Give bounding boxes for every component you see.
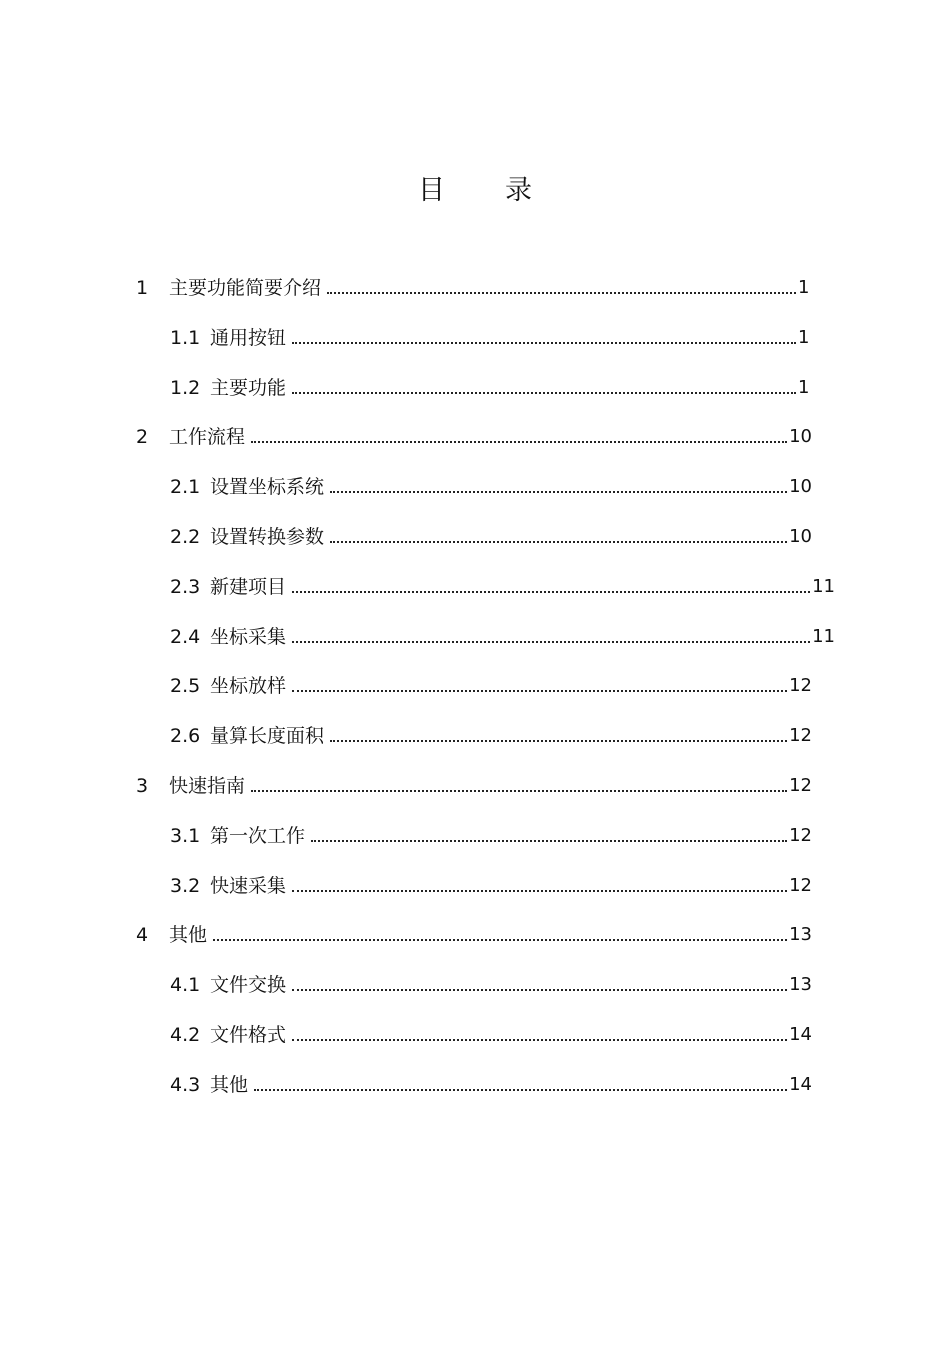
toc-entry[interactable] xyxy=(170,718,812,748)
toc-dot-leader xyxy=(311,840,787,842)
toc-entry-page: 13 xyxy=(789,924,812,945)
toc-dot-leader xyxy=(292,392,796,394)
toc-entry-title: 其他 xyxy=(210,1074,249,1096)
toc-entry-number: 3 xyxy=(136,775,149,797)
toc-entry-number: 3.2 xyxy=(170,875,201,897)
toc-dot-leader xyxy=(292,342,796,344)
toc-entry-number: 2.3 xyxy=(170,576,201,598)
toc-dot-leader xyxy=(213,939,787,941)
toc-entry-page: 10 xyxy=(789,426,812,447)
toc-entry-page: 12 xyxy=(789,825,812,846)
toc-entry-number: 4 xyxy=(136,924,149,946)
toc-entry-number: 2.6 xyxy=(170,725,201,747)
toc-entry[interactable] xyxy=(170,868,812,898)
toc-entry-number: 1 xyxy=(136,277,149,299)
toc-dot-leader xyxy=(251,441,787,443)
toc-entry[interactable] xyxy=(170,469,812,499)
toc-entry[interactable] xyxy=(136,917,812,947)
toc-entry-number: 1.2 xyxy=(170,377,201,399)
toc-dot-leader xyxy=(251,790,787,792)
toc-entry-title: 坐标放样 xyxy=(210,675,287,697)
toc-entry[interactable] xyxy=(170,1017,812,1047)
toc-dot-leader xyxy=(292,1039,787,1041)
toc-entry-number: 2.1 xyxy=(170,476,201,498)
toc-entry-title: 第一次工作 xyxy=(210,825,306,847)
toc-dot-leader xyxy=(292,591,810,593)
toc-entry-title: 快速采集 xyxy=(210,875,287,897)
toc-entry-page: 12 xyxy=(789,875,812,896)
toc-entry-title: 其他 xyxy=(169,924,208,946)
toc-entry-number: 3.1 xyxy=(170,825,201,847)
toc-entry-page: 11 xyxy=(812,576,835,597)
toc-entry-page: 10 xyxy=(789,476,812,497)
toc-dot-leader xyxy=(327,292,796,294)
toc-entry[interactable] xyxy=(170,1067,812,1097)
toc-entry[interactable] xyxy=(170,320,818,350)
toc-entry[interactable] xyxy=(170,569,835,599)
toc-dot-leader xyxy=(292,890,787,892)
toc-entry-title: 文件格式 xyxy=(210,1024,287,1046)
toc-entry-title: 量算长度面积 xyxy=(210,725,325,747)
toc-dot-leader xyxy=(330,491,787,493)
toc-dot-leader xyxy=(292,989,787,991)
toc-entry-title: 新建项目 xyxy=(210,576,287,598)
toc-entry-page: 1 xyxy=(798,327,810,348)
toc-entry-number: 2.4 xyxy=(170,626,201,648)
toc-dot-leader xyxy=(330,541,787,543)
toc-entry[interactable] xyxy=(136,419,812,449)
toc-entry-page: 11 xyxy=(812,626,835,647)
toc-entry-title: 坐标采集 xyxy=(210,626,287,648)
toc-entry[interactable] xyxy=(170,967,812,997)
toc-entry-title: 主要功能简要介绍 xyxy=(169,277,322,299)
toc-entry-title: 工作流程 xyxy=(169,426,246,448)
toc-entry-page: 1 xyxy=(798,277,810,298)
toc-entry-title: 通用按钮 xyxy=(210,327,287,349)
toc-entry-number: 1.1 xyxy=(170,327,201,349)
toc-entry[interactable] xyxy=(136,270,818,300)
toc-entry-number: 4.3 xyxy=(170,1074,201,1096)
toc-dot-leader xyxy=(292,641,810,643)
toc-entry-number: 4.1 xyxy=(170,974,201,996)
toc-entry-title: 设置坐标系统 xyxy=(210,476,325,498)
title-char-1: 目 xyxy=(418,175,445,206)
toc-entry-number: 2 xyxy=(136,426,149,448)
toc-entry-page: 14 xyxy=(789,1074,812,1095)
toc-entry[interactable] xyxy=(170,668,812,698)
toc-entry-page: 14 xyxy=(789,1024,812,1045)
toc-entry-number: 2.5 xyxy=(170,675,201,697)
toc-dot-leader xyxy=(292,690,787,692)
toc-entry-number: 2.2 xyxy=(170,526,201,548)
toc-entry-page: 12 xyxy=(789,775,812,796)
toc-entry-title: 快速指南 xyxy=(169,775,246,797)
toc-entry-title: 主要功能 xyxy=(210,377,287,399)
page-title xyxy=(0,168,950,207)
toc-entry-page: 1 xyxy=(798,377,810,398)
toc-entry-title: 设置转换参数 xyxy=(210,526,325,548)
toc-entry[interactable] xyxy=(170,519,812,549)
toc-entry-page: 13 xyxy=(789,974,812,995)
toc-entry-title: 文件交换 xyxy=(210,974,287,996)
toc-entry-number: 4.2 xyxy=(170,1024,201,1046)
toc-entry-page: 10 xyxy=(789,526,812,547)
toc-entry[interactable] xyxy=(170,370,818,400)
toc-entry-page: 12 xyxy=(789,675,812,696)
toc-entry-page: 12 xyxy=(789,725,812,746)
toc-entry[interactable] xyxy=(136,768,812,798)
toc-dot-leader xyxy=(254,1089,787,1091)
toc-entry[interactable] xyxy=(170,619,835,649)
toc-entry[interactable] xyxy=(170,818,812,848)
toc-dot-leader xyxy=(330,740,787,742)
title-char-2: 录 xyxy=(505,175,532,206)
